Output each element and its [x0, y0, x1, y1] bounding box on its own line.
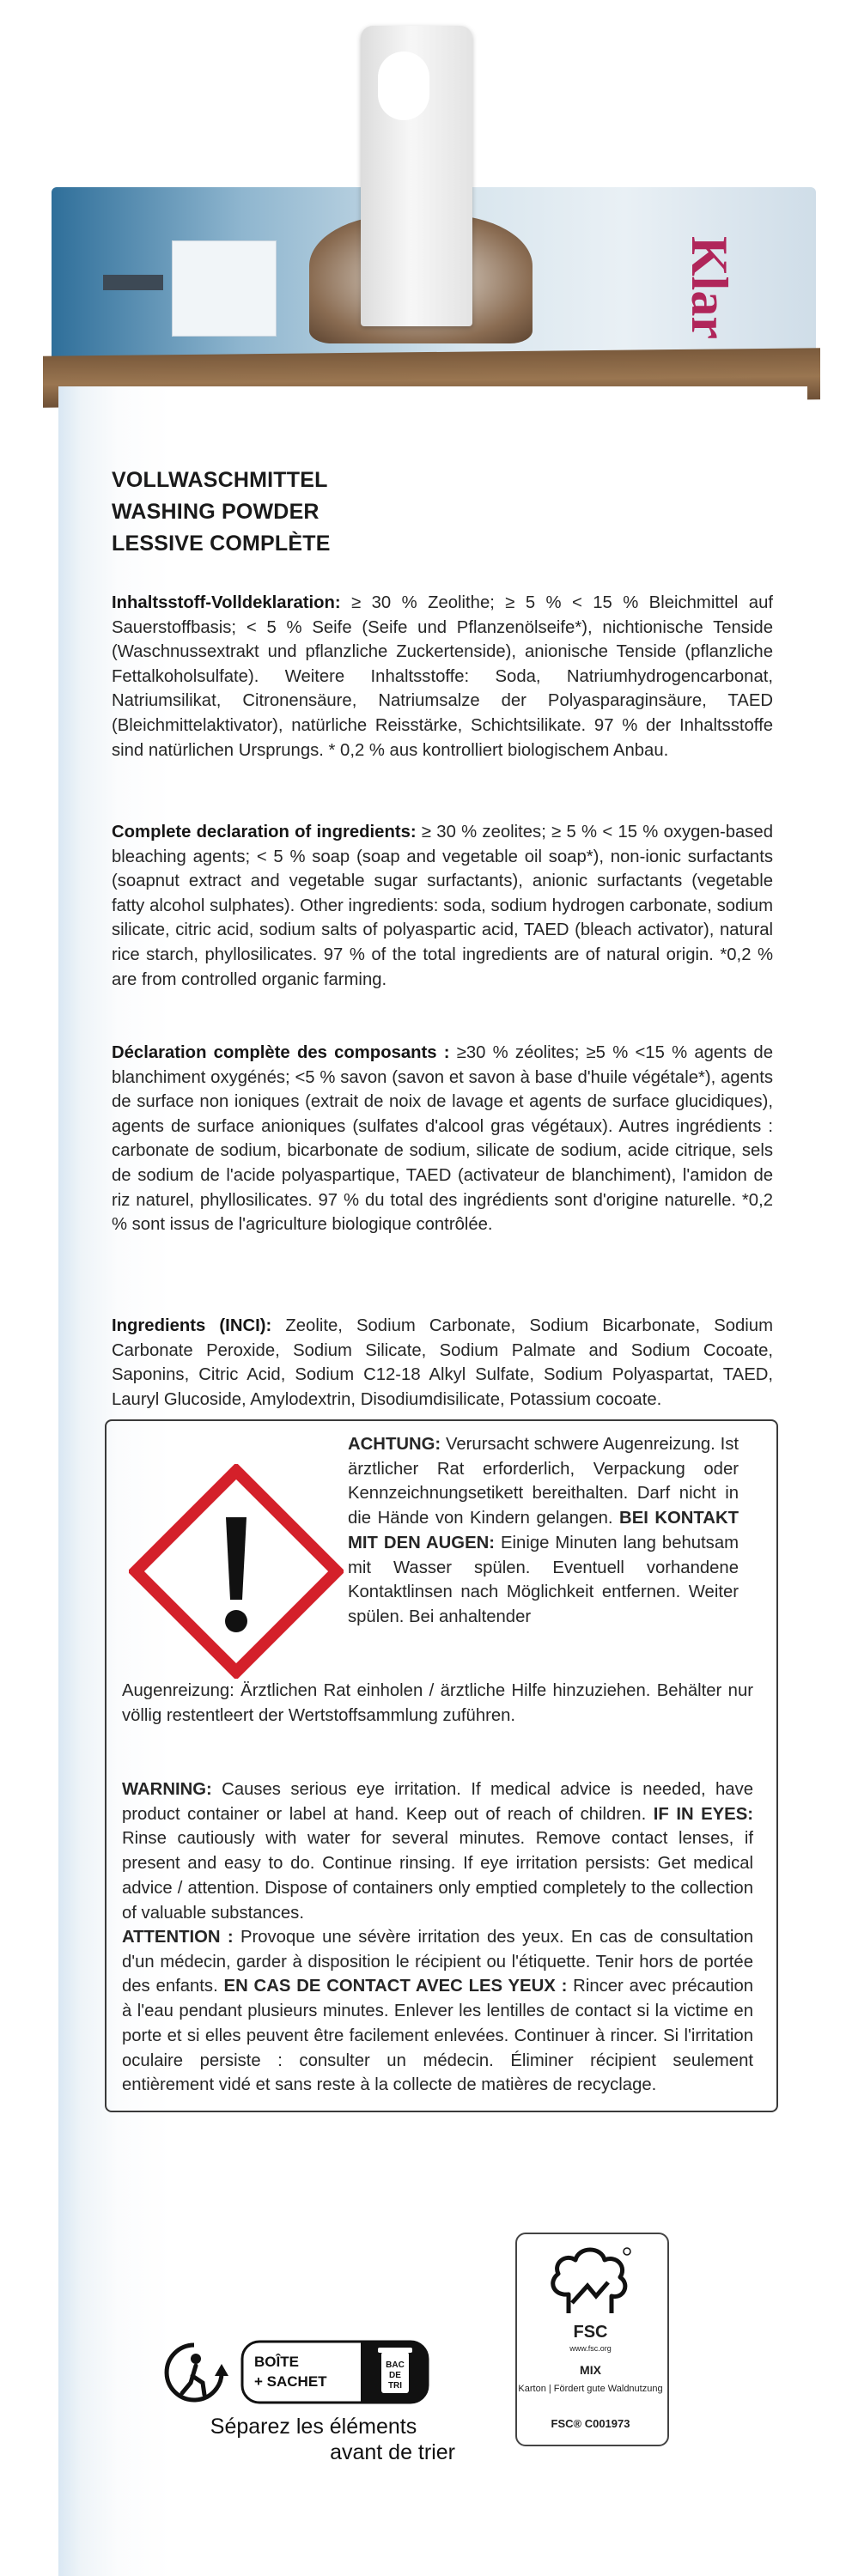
warning-en-label2: IF IN EYES:	[646, 1804, 753, 1824]
warning-fr-text-b: Rincer avec précaution à l'eau pendant plusieurs minutes. Enlever les lentilles de contact si la victime en porte et si elles peuvent être facilement enlevées. Continuer à rincer. Si l'irritation oculaire persiste : consulter un médecin. Éliminer récipient seulement entièrement vidé et sans reste à la collecte de matières de recyclage.	[122, 1977, 754, 2095]
warning-fr-text-a: Provoque une sévère irritation des yeux. En cas de consultation d'un médecin, garder à disposition le récipient ou l'étiquette. Tenir hors de portée des enfants.	[122, 1928, 753, 1996]
warning-en	[122, 1777, 753, 1925]
fsc-code: FSC® C001973	[551, 2417, 630, 2430]
ingredients-de-label: Inhaltsstoff-Volldeklaration:	[112, 593, 341, 612]
fsc-mix: MIX	[580, 2363, 601, 2377]
sorting-pill-text-2: + SACHET	[254, 2373, 327, 2390]
warning-en-text-b: Rinse cautiously with water for several minutes. Remove contact lenses, if present and easy to do. Continue rinsing. If eye irritation persists: Get medical advice / attention. Dispose of containers only emptied completely to the collection of valuable substances.	[122, 1829, 753, 1923]
ingredients-fr	[112, 1041, 773, 1237]
product-title-fr: LESSIVE COMPLÈTE	[112, 532, 331, 556]
fsc-label: FSC	[573, 2323, 608, 2342]
triman-recycling-icon	[161, 2340, 239, 2404]
warning-de-label: ACHTUNG:	[348, 1435, 441, 1454]
warning-de	[348, 1432, 739, 1630]
warning-de-continued: Augenreizung: Ärztlichen Rat einholen / ärztliche Hilfe hinzuziehen. Behälter nur völlig restentleert der Wertstoffsammlung zuführen.	[122, 1681, 753, 1725]
ingredients-inci-text: Zeolite, Sodium Carbonate, Sodium Bicarbonate, Sodium Carbonate Peroxide, Sodium Silicate, Sodium Palmate and Sodium Cocoate, Saponins, Citric Acid, Sodium C12-18 Alkyl Sulfate, Sodium Polyaspartat, TAED, Lauryl Glucoside, Amylodextrin, Disodiumdisilicate, Potassium cocoate.	[112, 1316, 773, 1409]
ingredients-inci-label: Ingredients (INCI):	[112, 1316, 272, 1335]
warning-de-label2: BEI KONTAKT MIT DEN AUGEN:	[348, 1509, 739, 1552]
carry-handle-hole	[378, 52, 429, 120]
package-side-label	[172, 240, 277, 337]
fsc-subtitle: Karton | Fördert gute Waldnutzung	[518, 2384, 663, 2394]
package-side-label-bar	[103, 275, 163, 290]
warning-de-text-a: Verursacht schwere Augenreizung. Ist ärztlicher Rat erforderlich, Verpackung oder Kennzeichnungsetikett bereithalten. Darf nicht in die Hände von Kindern gelangen.	[348, 1435, 739, 1528]
sorting-info-pill	[240, 2340, 429, 2404]
sorting-instruction-line2: avant de trier	[330, 2440, 455, 2464]
ingredients-en-label: Complete declaration of ingredients:	[112, 823, 417, 841]
ingredients-inci	[112, 1314, 773, 1412]
warning-en-label: WARNING:	[122, 1780, 212, 1799]
brand-logo: Klar	[681, 236, 738, 339]
warning-fr	[122, 1925, 753, 2098]
warning-fr-label2: EN CAS DE CONTACT AVEC LES YEUX :	[217, 1977, 568, 1996]
fsc-tree-icon	[517, 2234, 667, 2329]
bin-text-2: DE	[389, 2371, 401, 2380]
bin-text-3: TRI	[387, 2381, 403, 2391]
sorting-pill-text: BOÎTE	[254, 2354, 299, 2370]
warning-de-text-b: Einige Minuten lang behutsam mit Wasser spülen. Eventuell vorhandene Kontaktlinsen nach Möglichkeit entfernen. Weiter spülen. Bei anhaltender	[348, 1533, 739, 1626]
product-title-de: VOLLWASCHMITTEL	[112, 468, 328, 492]
ingredients-de	[112, 591, 773, 762]
ghs-exclamation-icon	[129, 1464, 344, 1679]
ingredients-fr-text: ≥30 % zéolites; ≥5 % <15 % agents de blanchiment oxygénés; <5 % savon (savon et savon à base d'huile végétale*), agents de surface non ioniques (extrait de noix de lavage et agents de surface glucidiques), agents de surface anioniques (sulfates d'alcool gras végétaux). Autres ingrédients : carbonate de sodium, bicarbonate de sodium, silicate de sodium, acide citrique, sels de sodium de l'acide polyaspartique, TAED (activateur de blanchiment), l'amidon de riz naturel, phyllosilicates. 97 % du total des ingrédients sont d'origine naturelle. *0,2 % sont issus de l'agriculture biologique contrôlée.	[112, 1043, 773, 1235]
warning-en-text-a: Causes serious eye irritation. If medical advice is needed, have product container or label at hand. Keep out of reach of children.	[122, 1780, 753, 1824]
ingredients-en	[112, 820, 773, 992]
ingredients-en-text: ≥ 30 % zeolites; ≥ 5 % < 15 % oxygen-based bleaching agents; < 5 % soap (soap and vegetable oil soap*), non-ionic surfactants (soapnut extract and vegetable sugar surfactants), anionic surfactants (vegetable fatty alcohol sulphates). Other ingredients: soda, sodium hydrogen carbonate, sodium silicate, citric acid, sodium salts of polyaspartic acid, TAED (bleach activator), natural rice starch, phyllosilicates. 97 % of the total ingredients are of natural origin. *0,2 % are from controlled organic farming.	[112, 823, 773, 989]
product-title-en: WASHING POWDER	[112, 500, 320, 524]
bin-text: BAC	[386, 2360, 405, 2370]
ingredients-fr-label: Déclaration complète des composants :	[112, 1043, 450, 1062]
fsc-url: www.fsc.org	[569, 2344, 612, 2353]
ingredients-de-text: ≥ 30 % Zeolithe; ≥ 5 % < 15 % Bleichmittel auf Sauerstoffbasis; < 5 % Seife (Seife und Pflanzenölseife*), nichtionische Tenside (Waschnussextrakt und pflanzliche Zuckertenside), anionische Tenside (pflanzliche Fettalkoholsulfate). Weitere Inhaltsstoffe: Soda, Natriumhydrogencarbonat, Natriumsilikat, Citronensäure, Natriumsalze der Polyasparaginsäure, TAED (Bleichmittelaktivator), natürliche Reisstärke, Schichtsilikate. 97 % der Inhaltsstoffe sind natürlichen Ursprungs. * 0,2 % aus kontrolliert biologischem Anbau.	[112, 593, 773, 760]
warning-fr-label: ATTENTION :	[122, 1928, 234, 1947]
sorting-instruction-line1: Séparez les éléments	[210, 2415, 417, 2439]
